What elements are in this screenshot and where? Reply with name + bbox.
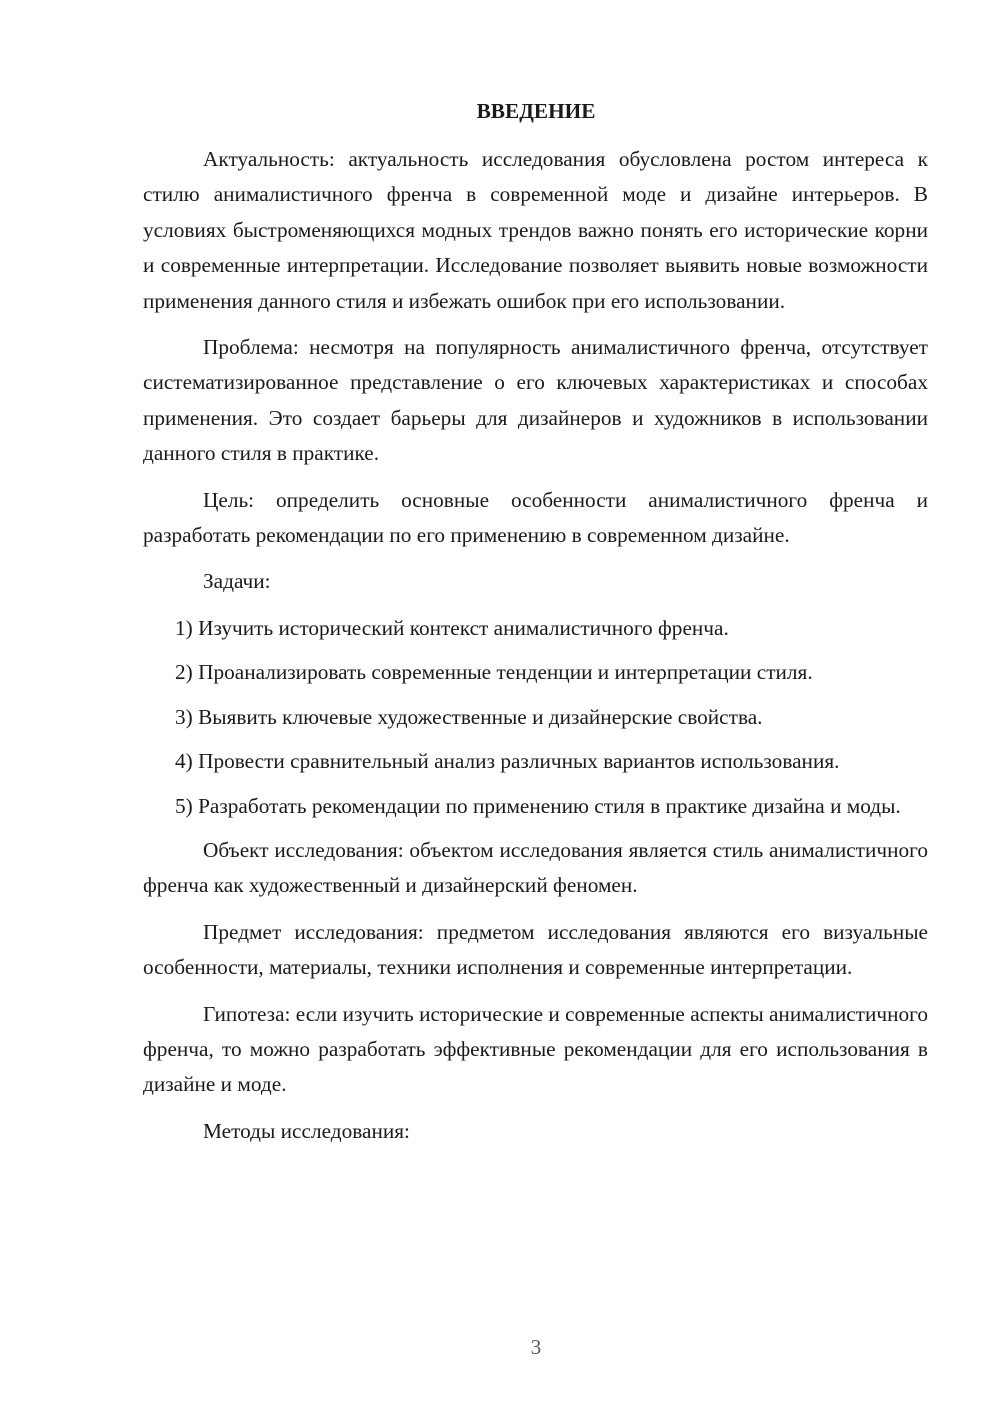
paragraph-tasks-heading: Задачи: xyxy=(203,569,271,594)
document-body xyxy=(143,142,928,1160)
page-title: ВВЕДЕНИЕ xyxy=(476,99,596,123)
task-item-5: 5) Разработать рекомендации по применению стиля в практике дизайна и моды. xyxy=(175,793,901,818)
paragraph-relevance: Актуальность: актуальность исследования обусловлена ростом интереса к стилю анималистичного френча в современной моде и дизайне интерьеров. В условиях быстроменяющихся модных трендов важно понять его исторические корни и современные интерпретации. Исследование позволяет выявить новые возможности применения данного стиля и избежать ошибок при его использовании. xyxy=(143,147,928,313)
task-item-4: 4) Провести сравнительный анализ различных вариантов использования. xyxy=(175,749,840,774)
task-item-1: 1) Изучить исторический контекст анималистичного френча. xyxy=(175,615,729,640)
paragraph-object: Объект исследования: объектом исследования является стиль анималистичного френча как художественный и дизайнерский феномен. xyxy=(143,837,928,898)
paragraph-subject: Предмет исследования: предметом исследования являются его визуальные особенности, материалы, техники исполнения и современные интерпретации. xyxy=(143,919,928,980)
page-number: 3 xyxy=(530,1335,542,1359)
paragraph-methods: Методы исследования: xyxy=(203,1118,410,1143)
paragraph-hypothesis: Гипотеза: если изучить исторические и современные аспекты анималистичного френча, то можно разработать эффективные рекомендации для его использования в дизайне и моде. xyxy=(143,1001,928,1097)
paragraph-goal: Цель: определить основные особенности анималистичного френча и разработать рекомендации по его применению в современном дизайне. xyxy=(143,487,928,548)
paragraph-problem: Проблема: несмотря на популярность анималистичного френча, отсутствует систематизированное представление о его ключевых характеристиках и способах применения. Это создает барьеры для дизайнеров и художников в использовании данного стиля в практике. xyxy=(143,335,928,466)
task-item-3: 3) Выявить ключевые художественные и дизайнерские свойства. xyxy=(175,704,763,729)
task-item-2: 2) Проанализировать современные тенденции и интерпретации стиля. xyxy=(175,660,813,685)
